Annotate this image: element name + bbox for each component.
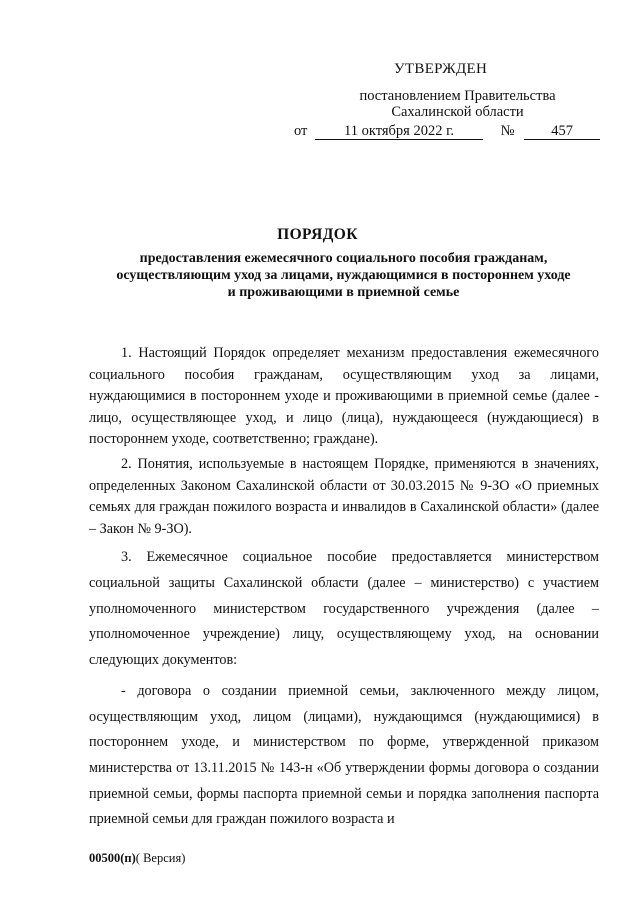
- number-prefix: №: [500, 123, 515, 139]
- approval-number: 457: [524, 124, 600, 140]
- subtitle-line: предоставления ежемесячного социального пособия гражданам,: [139, 251, 548, 266]
- approval-title: УТВЕРЖДЕН: [394, 61, 488, 77]
- subtitle-line: и проживающими в приемной семье: [227, 285, 460, 300]
- document-code: 00500(п): [89, 851, 136, 865]
- approval-line-2: Сахалинской области: [391, 104, 524, 120]
- page-footer: [89, 851, 185, 866]
- approval-date: 11 октября 2022 г.: [315, 124, 483, 140]
- document-subtitle: [80, 250, 607, 301]
- document-version: ( Версия): [135, 851, 186, 865]
- paragraph-2: 2. Понятия, используемые в настоящем Порядке, применяются в значениях, определенных Законом Сахалинской области от 30.03.2015 № 9-ЗО «О приемных семьях для граждан пожилого возраста и инвалидов в Сахалинской области» (далее – Закон № 9-ЗО).: [89, 455, 599, 537]
- paragraph-4: - договора о создании приемной семьи, заключенного между лицом, осуществляющим уход, лицом (лицами), нуждающимся (нуждающимися) в постороннем уходе, и министерством по форме, утвержденной приказом министерства от 13.11.2015 № 143-н «Об утверждении формы договора о создании приемной семьи, формы паспорта приемной семьи и порядка заполнения паспорта приемной семьи для граждан пожилого возраста и: [89, 682, 599, 828]
- subtitle-line: осуществляющим уход за лицами, нуждающимися в постороннем уходе: [116, 268, 571, 283]
- date-prefix: от: [294, 123, 308, 139]
- paragraph-1: 1. Настоящий Порядок определяет механизм предоставления ежемесячного социального пособия гражданам, осуществляющим уход за лицами, нуждающимися в постороннем уходе и проживающими в приемной семье (далее - лицо, осуществляющее уход, и лицо (лица), нуждающееся (нуждающиеся) в постороннем уходе, соответственно; граждане).: [89, 345, 599, 448]
- paragraph-3: 3. Ежемесячное социальное пособие предоставляется министерством социальной защиты Сахалинской области (далее – министерство) с участием уполномоченного министерством государственного учреждения (далее – уполномоченное учреждение) лицу, осуществляющему уход, на основании следующих документов:: [89, 549, 599, 669]
- approval-line-1: постановлением Правительства: [359, 88, 556, 104]
- approval-date-row: [294, 123, 600, 140]
- document-body: [89, 343, 599, 833]
- document-title: ПОРЯДОК: [277, 226, 358, 243]
